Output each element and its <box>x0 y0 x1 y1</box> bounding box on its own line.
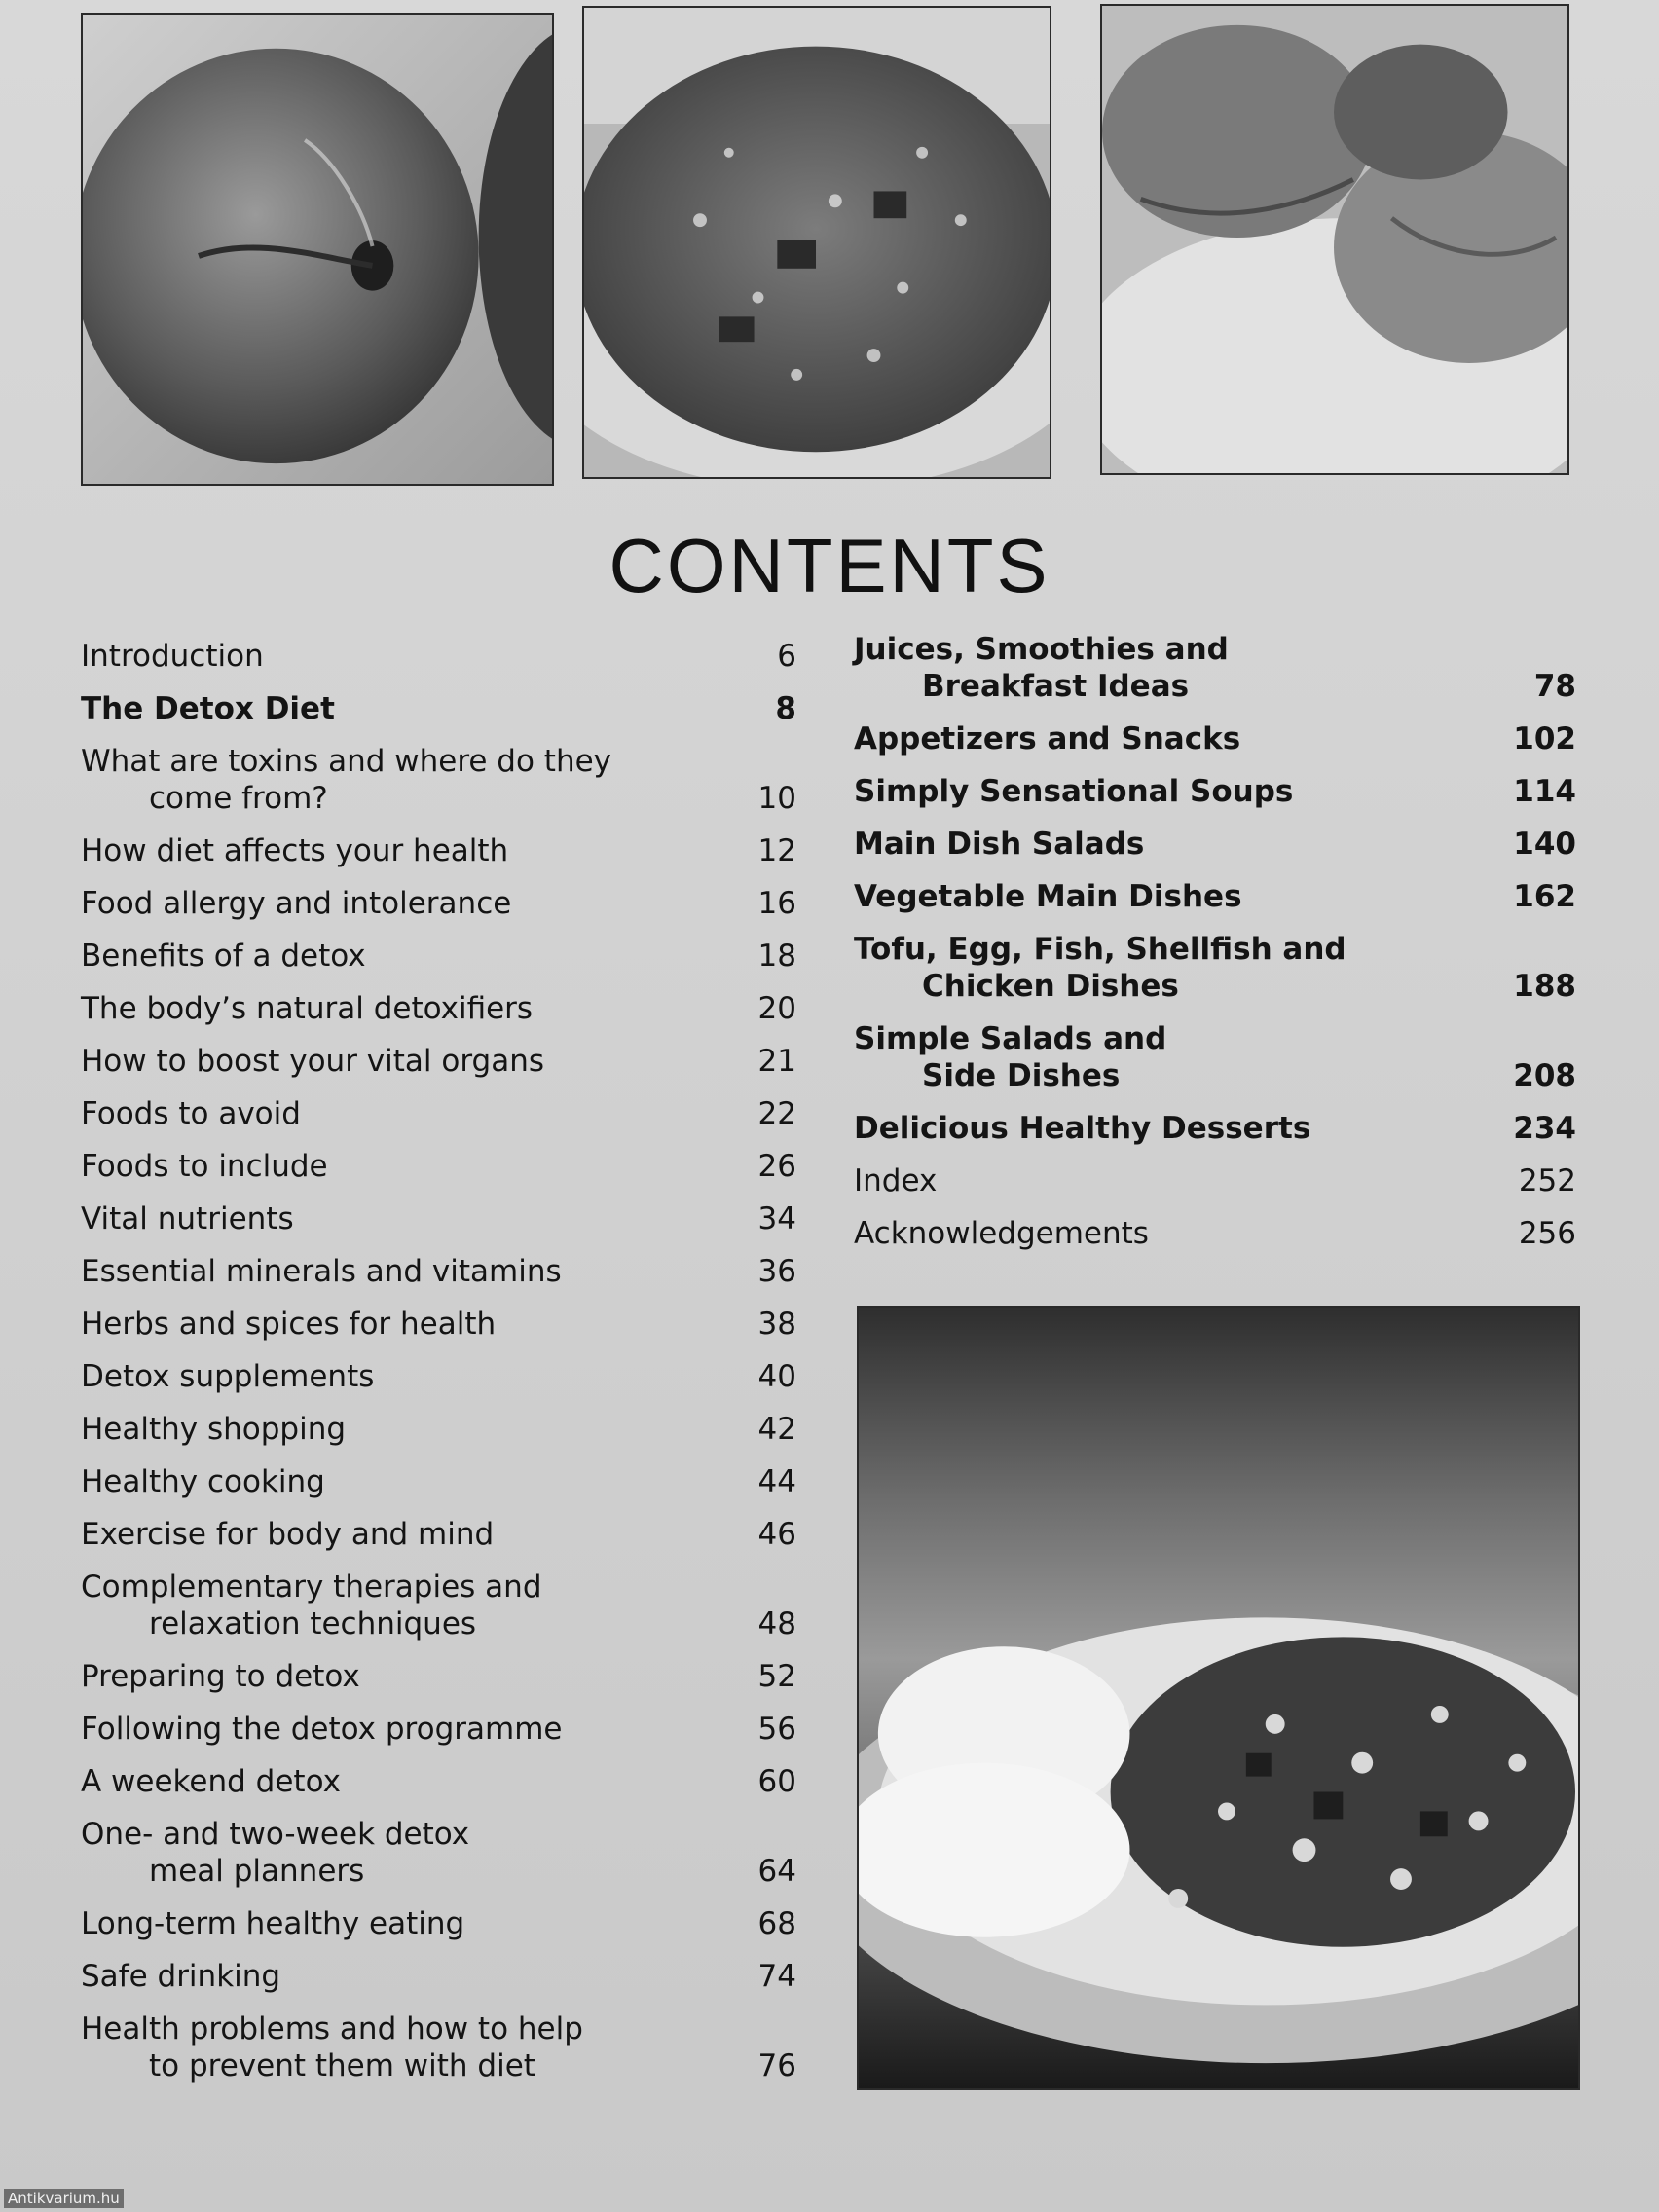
toc-entry-title <box>81 1658 360 1695</box>
toc-entry-page: 8 <box>775 691 796 726</box>
toc-entry-title <box>81 1516 494 1553</box>
toc-entry-title-line1: A weekend detox <box>81 1764 341 1799</box>
toc-entry-page: 102 <box>1513 721 1576 756</box>
toc-entry-title-line1: Detox supplements <box>81 1359 375 1394</box>
toc-entry-title <box>81 1958 280 1995</box>
toc-entry-title <box>854 773 1293 810</box>
toc-entry-title <box>854 878 1242 915</box>
toc-entry-title-line1: One- and two-week detox <box>81 1817 470 1852</box>
toc-entry <box>81 1306 796 1343</box>
toc-entry-title-line1: The Detox Diet <box>81 691 335 726</box>
toc-entry <box>81 1816 796 1890</box>
toc-entry-title-line1: Food allergy and intolerance <box>81 886 512 921</box>
toc-entry-page: 10 <box>757 781 796 816</box>
toc-entry <box>854 1215 1576 1252</box>
toc-entry-page: 42 <box>757 1412 796 1447</box>
toc-entry-title-line2: Chicken Dishes <box>922 969 1179 1004</box>
toc-entry-title-line1: Benefits of a detox <box>81 939 366 974</box>
toc-entry-title-line1: Following the detox programme <box>81 1712 563 1747</box>
toc-entry-title-line1: How diet affects your health <box>81 833 509 868</box>
onion-photo <box>81 13 554 486</box>
toc-entry-title-line2: to prevent them with diet <box>149 2048 535 2083</box>
page-title: CONTENTS <box>608 523 1051 608</box>
toc-entry-title <box>81 2010 583 2084</box>
toc-entry <box>81 1658 796 1695</box>
toc-entry-page: 36 <box>757 1254 796 1289</box>
toc-entry-title-line1: Healthy shopping <box>81 1412 347 1447</box>
toc-entry-page: 256 <box>1518 1216 1576 1251</box>
toc-entry-title <box>81 1711 562 1748</box>
toc-entry-title <box>81 1200 294 1237</box>
toc-entry-page: 21 <box>757 1044 796 1079</box>
toc-entry-title <box>854 1020 1166 1094</box>
toc-entry-page: 16 <box>757 886 796 921</box>
toc-entry-page: 252 <box>1518 1163 1576 1198</box>
toc-entry-title-line1: Vital nutrients <box>81 1201 294 1236</box>
toc-entry-page: 64 <box>757 1854 796 1889</box>
toc-entry <box>81 1043 796 1080</box>
toc-entry <box>854 720 1576 757</box>
toc-entry-title <box>854 720 1240 757</box>
toc-entry-page: 46 <box>757 1517 796 1552</box>
toc-entry-page: 234 <box>1513 1111 1576 1146</box>
toc-entry <box>81 638 796 675</box>
toc-entry <box>81 1358 796 1395</box>
toc-entry-title-line1: Foods to include <box>81 1149 328 1184</box>
toc-entry-title-line1: Essential minerals and vitamins <box>81 1254 562 1289</box>
toc-entry-title <box>81 885 511 922</box>
toc-entry-title-line2: meal planners <box>149 1854 365 1889</box>
toc-entry <box>81 1148 796 1185</box>
toc-entry <box>81 1763 796 1800</box>
toc-entry-page: 34 <box>757 1201 796 1236</box>
toc-entry-title <box>81 1568 542 1642</box>
toc-entry-title-line1: Acknowledgements <box>854 1216 1149 1251</box>
toc-entry-page: 6 <box>777 639 796 674</box>
toc-entry-title-line1: Tofu, Egg, Fish, Shellfish and <box>854 932 1346 967</box>
toc-entry-title-line1: Introduction <box>81 639 264 674</box>
toc-entry <box>81 1200 796 1237</box>
toc-entry-page: 18 <box>757 939 796 974</box>
toc-entry-page: 44 <box>757 1464 796 1499</box>
toc-entry-title-line1: Juices, Smoothies and <box>854 632 1229 667</box>
toc-entry-title-line1: Delicious Healthy Desserts <box>854 1111 1311 1146</box>
toc-entry-title <box>81 1411 346 1448</box>
toc-entry-page: 74 <box>757 1959 796 1994</box>
toc-entry-page: 52 <box>757 1659 796 1694</box>
toc-entry-title <box>854 826 1144 863</box>
toc-entry <box>81 1463 796 1500</box>
toc-entry-page: 162 <box>1513 879 1576 914</box>
toc-entry-title-line2: Breakfast Ideas <box>922 669 1190 704</box>
toc-entry <box>854 931 1576 1005</box>
toc-entry-title <box>81 1095 301 1132</box>
toc-entry-title-line2: come from? <box>149 781 328 816</box>
toc-entry-title <box>81 1463 325 1500</box>
toc-entry <box>81 1095 796 1132</box>
toc-entry-title <box>81 690 335 727</box>
toc-entry-title-line1: Healthy cooking <box>81 1464 325 1499</box>
toc-entry-title <box>81 1358 374 1395</box>
toc-entry <box>854 631 1576 705</box>
toc-entry-page: 40 <box>757 1359 796 1394</box>
toc-entry-title <box>854 1162 937 1199</box>
toc-left-column <box>81 638 796 2100</box>
toc-entry <box>854 1162 1576 1199</box>
toc-entry <box>81 832 796 869</box>
toc-entry <box>81 1568 796 1642</box>
toc-entry-title <box>81 1148 328 1185</box>
toc-entry-title-line1: Foods to avoid <box>81 1096 301 1131</box>
toc-entry <box>854 773 1576 810</box>
toc-right-column <box>854 631 1576 1268</box>
toc-entry-page: 68 <box>757 1906 796 1941</box>
toc-entry-title <box>81 938 366 975</box>
toc-entry-title-line2: relaxation techniques <box>149 1606 477 1641</box>
toc-entry-title <box>81 1905 464 1942</box>
toc-entry <box>81 938 796 975</box>
toc-entry-title <box>81 743 611 817</box>
toc-entry <box>81 690 796 727</box>
toc-entry-title-line1: Index <box>854 1163 938 1198</box>
toc-entry-page: 22 <box>757 1096 796 1131</box>
toc-entry-page: 12 <box>757 833 796 868</box>
toc-entry-title <box>81 1816 469 1890</box>
toc-entry-title <box>81 1253 562 1290</box>
toc-entry-page: 20 <box>757 991 796 1026</box>
toc-entry <box>81 1958 796 1995</box>
toc-entry-page: 56 <box>757 1712 796 1747</box>
toc-entry-page: 26 <box>757 1149 796 1184</box>
toc-entry <box>81 990 796 1027</box>
toc-entry-title-line1: Long-term healthy eating <box>81 1906 465 1941</box>
toc-entry-title-line1: Simple Salads and <box>854 1021 1167 1056</box>
toc-entry-title <box>81 638 264 675</box>
toc-entry-page: 114 <box>1513 774 1576 809</box>
toc-entry-title <box>81 990 533 1027</box>
toc-entry-page: 208 <box>1513 1058 1576 1093</box>
toc-entry-title-line1: Vegetable Main Dishes <box>854 879 1242 914</box>
toc-entry <box>81 2010 796 2084</box>
toc-entry-page: 188 <box>1513 969 1576 1004</box>
toc-entry-title-line1: Exercise for body and mind <box>81 1517 495 1552</box>
toc-entry-page: 48 <box>757 1606 796 1641</box>
watermark: Antikvarium.hu <box>4 2189 124 2208</box>
toc-entry-page: 140 <box>1513 827 1576 862</box>
toc-entry-page: 76 <box>757 2048 796 2083</box>
toc-entry-title-line1: Appetizers and Snacks <box>854 721 1241 756</box>
toc-entry <box>81 1711 796 1748</box>
toc-entry-title <box>854 1215 1149 1252</box>
toc-entry-page: 60 <box>757 1764 796 1799</box>
toc-entry-title-line2: Side Dishes <box>922 1058 1121 1093</box>
toc-entry-title-line1: Main Dish Salads <box>854 827 1145 862</box>
toc-entry-title <box>854 1110 1310 1147</box>
toc-entry-title-line1: Preparing to detox <box>81 1659 360 1694</box>
toc-entry-title-line1: The body’s natural detoxifiers <box>81 991 534 1026</box>
toc-entry-title <box>81 832 508 869</box>
toc-entry <box>81 1516 796 1553</box>
toc-entry-title <box>854 931 1346 1005</box>
sprout-salad-photo <box>857 1306 1580 2090</box>
toc-entry-title <box>81 1763 341 1800</box>
toc-entry <box>81 885 796 922</box>
toc-entry <box>81 1411 796 1448</box>
toc-entry-title-line1: Safe drinking <box>81 1959 281 1994</box>
toc-entry-title-line1: Herbs and spices for health <box>81 1307 497 1342</box>
rice-salad-photo <box>582 6 1051 479</box>
toc-entry-title-line1: Simply Sensational Soups <box>854 774 1294 809</box>
toc-entry-page: 78 <box>1533 669 1576 704</box>
toc-entry-title <box>81 1043 544 1080</box>
toc-entry <box>854 826 1576 863</box>
toc-entry <box>81 1905 796 1942</box>
toc-entry <box>854 1020 1576 1094</box>
toc-entry-title-line1: What are toxins and where do they <box>81 744 612 779</box>
ginger-photo <box>1100 4 1569 475</box>
toc-entry-title <box>81 1306 496 1343</box>
toc-entry <box>81 743 796 817</box>
toc-entry <box>854 1110 1576 1147</box>
toc-entry <box>81 1253 796 1290</box>
toc-entry-title-line1: How to boost your vital organs <box>81 1044 545 1079</box>
toc-entry-title-line1: Health problems and how to help <box>81 2011 583 2046</box>
toc-entry-title-line1: Complementary therapies and <box>81 1569 542 1604</box>
toc-entry-title <box>854 631 1229 705</box>
toc-entry <box>854 878 1576 915</box>
toc-entry-page: 38 <box>757 1307 796 1342</box>
